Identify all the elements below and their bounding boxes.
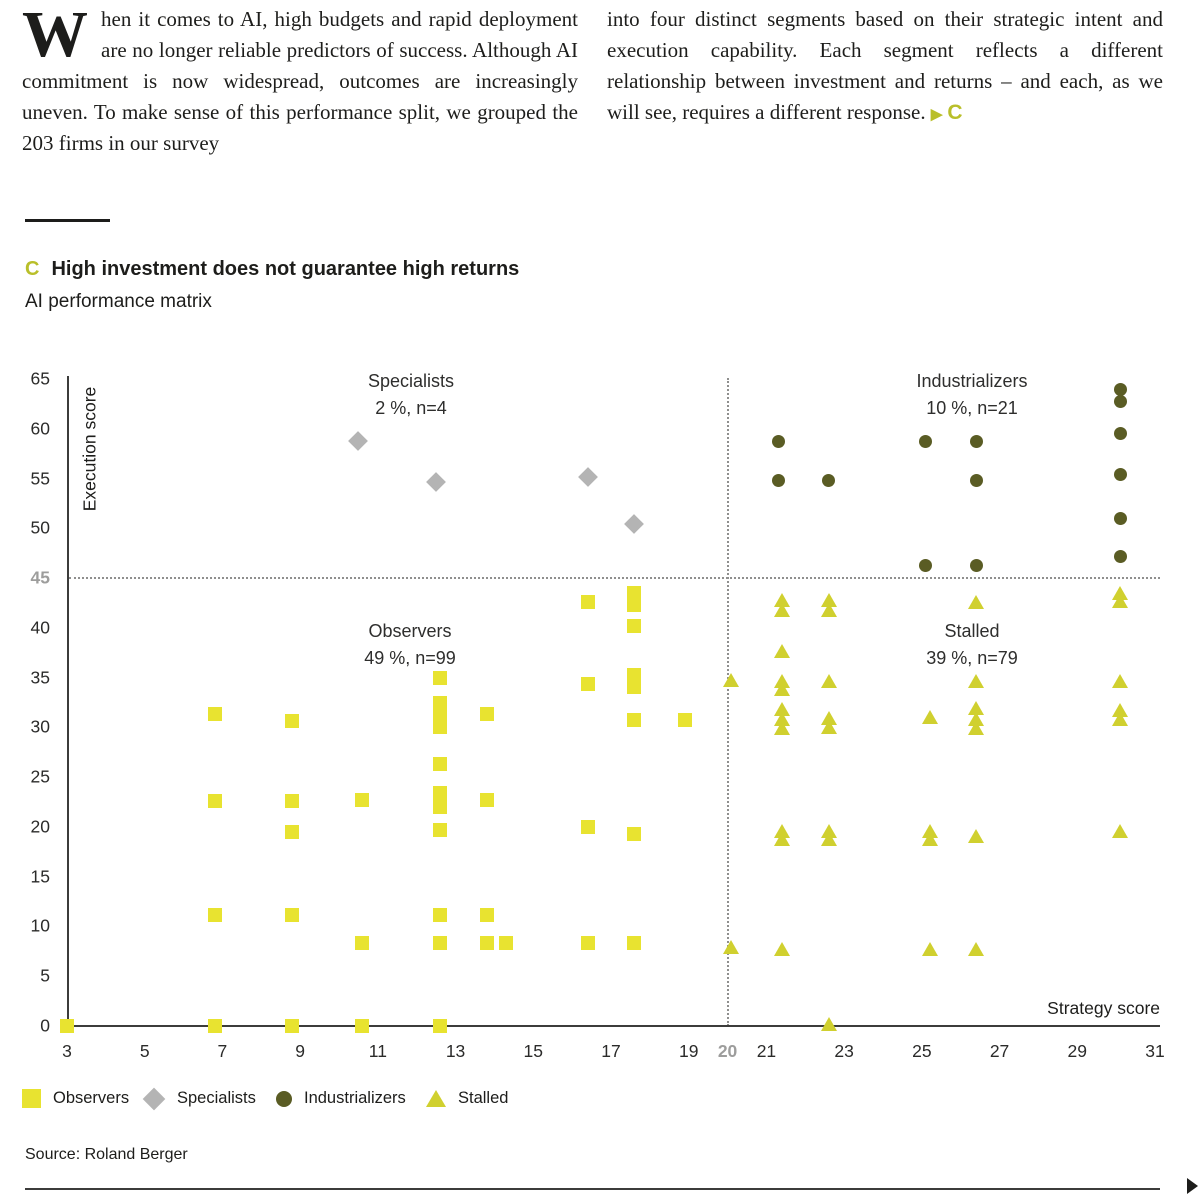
legend-label: Observers [53, 1089, 130, 1107]
data-point-stalled [774, 682, 790, 696]
data-point-stalled [821, 832, 837, 846]
figure-title-text: High investment does not guarantee high returns [51, 258, 520, 280]
data-point-observers [208, 908, 222, 922]
chart-legend [0, 1089, 1200, 1123]
data-point-observers [627, 680, 641, 694]
data-point-stalled [821, 674, 837, 688]
data-point-observers [581, 936, 595, 950]
drop-cap: W [22, 0, 88, 71]
data-point-stalled [774, 644, 790, 658]
data-point-observers [627, 827, 641, 841]
data-point-observers [355, 793, 369, 807]
data-point-industrializers [1114, 550, 1127, 563]
data-point-industrializers [970, 559, 983, 572]
data-point-observers [285, 714, 299, 728]
data-point-observers [678, 713, 692, 727]
data-point-stalled [774, 603, 790, 617]
quadrant-stats: 49 %, n=99 [364, 648, 456, 668]
data-point-observers [433, 786, 447, 800]
data-point-stalled [774, 942, 790, 956]
y-tick-label: 65 [30, 368, 50, 389]
data-point-stalled [821, 1017, 837, 1031]
data-point-observers [208, 794, 222, 808]
data-point-industrializers [970, 435, 983, 448]
x-tick-label: 7 [217, 1041, 228, 1061]
x-axis-line [67, 1025, 1160, 1027]
x-tick-label: 17 [601, 1041, 621, 1061]
data-point-stalled [922, 710, 938, 724]
y-tick-label: 50 [30, 517, 50, 538]
data-point-observers [627, 713, 641, 727]
data-point-observers [627, 936, 641, 950]
y-axis-line [67, 376, 69, 1027]
data-point-stalled [968, 721, 984, 735]
data-point-observers [60, 1019, 74, 1033]
data-point-observers [433, 757, 447, 771]
x-tick-label: 31 [1145, 1041, 1165, 1061]
data-point-observers [480, 936, 494, 950]
quadrant-stats: 10 %, n=21 [926, 398, 1018, 418]
data-point-observers [433, 936, 447, 950]
x-tick-label: 3 [62, 1041, 72, 1061]
data-point-specialists [624, 514, 644, 534]
data-point-observers [433, 1019, 447, 1033]
data-point-observers [499, 936, 513, 950]
data-point-stalled [774, 832, 790, 846]
data-point-stalled [723, 940, 739, 954]
data-point-observers [627, 598, 641, 612]
legend-item-industrializers [276, 1089, 406, 1108]
x-tick-label: 5 [139, 1041, 150, 1061]
data-point-stalled [1112, 824, 1128, 838]
data-point-industrializers [919, 435, 932, 448]
x-tick-label: 11 [368, 1041, 387, 1061]
x-tick-label: 15 [523, 1041, 544, 1061]
y-tick-label: 15 [30, 866, 50, 887]
legend-item-stalled [426, 1089, 508, 1108]
specialists-diamond-icon [143, 1087, 166, 1110]
industrializers-circle-icon [276, 1091, 292, 1107]
data-point-observers [480, 707, 494, 721]
data-point-stalled [968, 674, 984, 688]
data-point-observers [581, 820, 595, 834]
x-tick-label: 19 [678, 1041, 699, 1061]
data-point-industrializers [822, 474, 835, 487]
strategy-threshold-dotted-line [727, 378, 729, 1026]
data-point-industrializers [970, 474, 983, 487]
x-tick-label: 23 [834, 1041, 854, 1061]
data-point-industrializers [919, 559, 932, 572]
data-point-stalled [1112, 674, 1128, 688]
figure-ref-letter: C [947, 101, 963, 124]
bottom-rule [25, 1188, 1160, 1190]
data-point-observers [627, 619, 641, 633]
figure-subtitle: AI performance matrix [25, 291, 212, 312]
x-tick-label: 20 [717, 1041, 738, 1061]
data-point-stalled [723, 673, 739, 687]
quadrant-name: Observers [368, 621, 452, 641]
stalled-triangle-icon [426, 1090, 446, 1107]
data-point-observers [285, 908, 299, 922]
data-point-observers [433, 823, 447, 837]
data-point-observers [480, 908, 494, 922]
quadrant-name: Industrializers [916, 371, 1028, 391]
x-tick-label: 21 [756, 1041, 777, 1061]
y-tick-label: 0 [40, 1015, 50, 1036]
data-point-observers [433, 671, 447, 685]
data-point-stalled [821, 603, 837, 617]
observers-square-icon [22, 1089, 41, 1108]
article-column-right-text: into four distinct segments based on their strategic intent and execution capability. Each segment reflects a different relationship between investment and returns – and each, as we will see, requires a different response. [607, 7, 1163, 124]
quadrant-label-specialists [261, 368, 561, 422]
data-point-stalled [774, 721, 790, 735]
data-point-stalled [1112, 594, 1128, 608]
legend-label: Specialists [177, 1089, 256, 1107]
data-point-observers [433, 720, 447, 734]
data-point-specialists [349, 431, 369, 451]
data-point-industrializers [772, 435, 785, 448]
data-point-observers [433, 696, 447, 710]
legend-item-specialists [143, 1089, 256, 1108]
figure-letter: C [25, 258, 40, 280]
data-point-stalled [968, 829, 984, 843]
data-point-observers [581, 677, 595, 691]
y-axis-title: Execution score [79, 386, 100, 512]
quadrant-label-stalled [822, 618, 1122, 672]
data-point-specialists [578, 467, 598, 487]
article-column-left-text: hen it comes to AI, high budgets and rapid deployment are no longer reliable predictors of success. Although AI commitment is now widespread, outcomes are increasingly uneven. To make sense of this performance split, we grouped the 203 firms in our survey [22, 7, 578, 155]
source-note: Source: Roland Berger [25, 1146, 188, 1163]
y-tick-label: 60 [30, 418, 50, 439]
legend-label: Stalled [458, 1089, 509, 1107]
data-point-observers [285, 1019, 299, 1033]
quadrant-name: Specialists [367, 371, 455, 391]
data-point-stalled [1112, 712, 1128, 726]
figure-ref-arrow-icon: ▶ [930, 106, 943, 123]
y-tick-label: 20 [30, 816, 50, 837]
x-tick-label: 13 [445, 1041, 466, 1061]
quadrant-stats: 39 %, n=79 [926, 648, 1018, 668]
quadrant-label-industrializers [822, 368, 1122, 422]
data-point-industrializers [1114, 468, 1127, 481]
data-point-stalled [821, 720, 837, 734]
y-tick-label: 55 [30, 468, 50, 489]
data-point-industrializers [1114, 427, 1127, 440]
x-axis-title: Strategy score [1047, 998, 1160, 1018]
page-corner-arrow-icon [1187, 1178, 1198, 1194]
data-point-observers [355, 1019, 369, 1033]
execution-threshold-dotted-line [69, 577, 1160, 579]
y-tick-label: 30 [30, 716, 50, 737]
y-tick-label: 40 [30, 617, 50, 638]
data-point-stalled [968, 595, 984, 609]
data-point-observers [208, 1019, 222, 1033]
quadrant-label-observers [260, 618, 560, 672]
data-point-observers [433, 908, 447, 922]
x-tick-label: 29 [1067, 1041, 1088, 1061]
data-point-stalled [968, 942, 984, 956]
x-tick-label: 25 [912, 1041, 932, 1061]
quadrant-stats: 2 %, n=4 [375, 398, 447, 418]
data-point-observers [208, 707, 222, 721]
y-tick-label: 10 [30, 915, 50, 936]
x-tick-label: 9 [295, 1041, 306, 1061]
y-tick-label: 45 [30, 567, 50, 588]
y-tick-label: 25 [30, 766, 50, 787]
data-point-observers [480, 793, 494, 807]
x-tick-label: 27 [989, 1041, 1010, 1061]
y-tick-label: 5 [40, 965, 50, 986]
data-point-observers [285, 825, 299, 839]
data-point-specialists [426, 472, 446, 492]
data-point-industrializers [1114, 512, 1127, 525]
data-point-observers [581, 595, 595, 609]
data-point-industrializers [1114, 395, 1127, 408]
legend-item-observers [22, 1089, 129, 1108]
legend-label: Industrializers [304, 1089, 406, 1107]
data-point-observers [355, 936, 369, 950]
quadrant-name: Stalled [944, 621, 1000, 641]
data-point-observers [433, 800, 447, 814]
data-point-stalled [922, 832, 938, 846]
y-tick-label: 35 [30, 667, 50, 688]
data-point-stalled [922, 942, 938, 956]
data-point-observers [285, 794, 299, 808]
data-point-industrializers [772, 474, 785, 487]
